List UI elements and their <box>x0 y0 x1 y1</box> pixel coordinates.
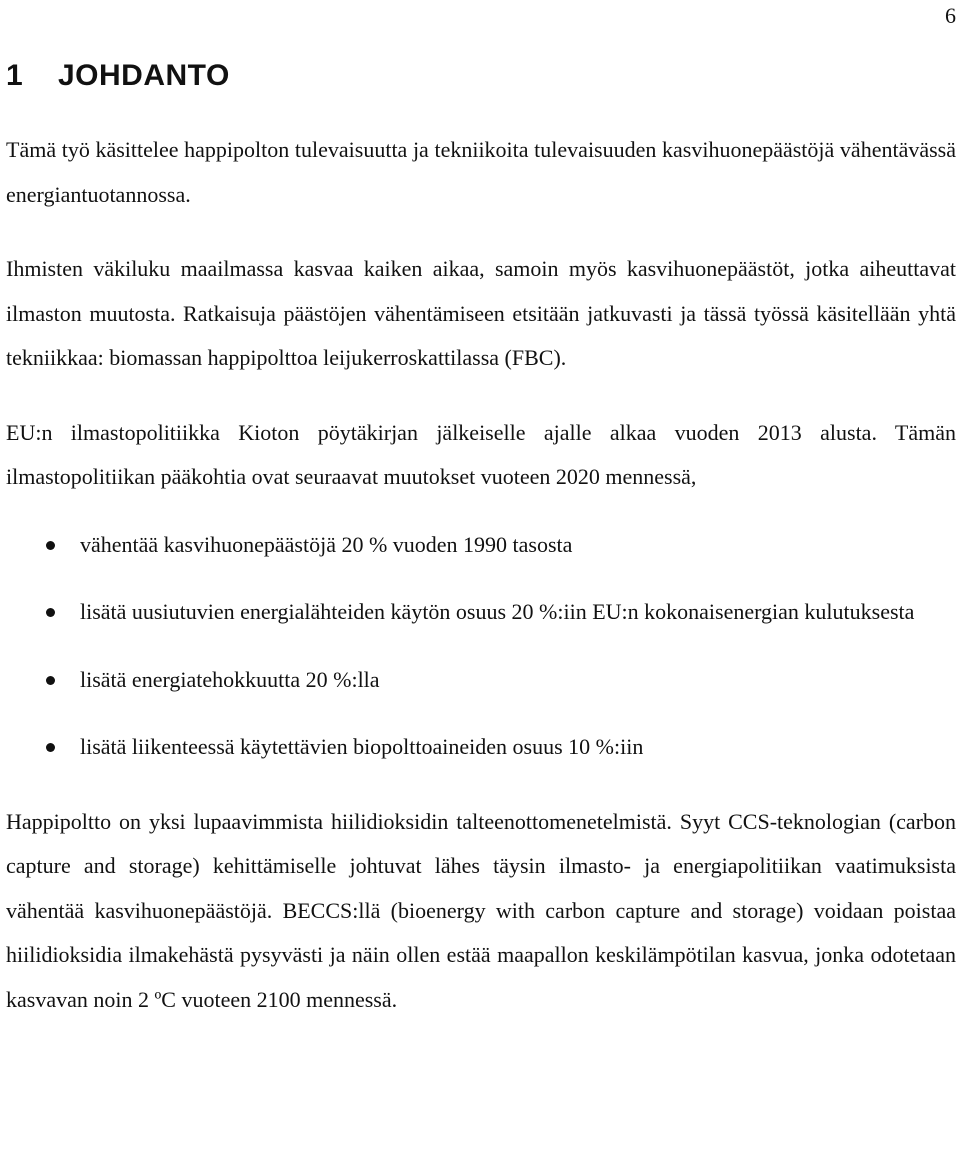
page-number: 6 <box>945 3 956 28</box>
section-heading <box>6 58 230 94</box>
list-item: lisätä uusiutuvien energialähteiden käytön osuus 20 %:iin EU:n kokonaisenergian kulutuksesta <box>6 590 956 635</box>
list-item: vähentää kasvihuonepäästöjä 20 % vuoden 1990 tasosta <box>6 523 956 568</box>
list-item: lisätä liikenteessä käytettävien biopolttoaineiden osuus 10 %:iin <box>6 725 956 770</box>
paragraph-oxyfuel: Happipoltto on yksi lupaavimmista hiilidioksidin talteenottomenetelmistä. Syyt CCS-teknologian (carbon capture and storage) kehittämiselle johtuvat lähes täysin ilmasto- ja energiapolitiikan vaatimuksista vähentää kasvihuonepäästöjä. BECCS:llä (bioenergy with carbon capture and storage) voidaan poistaa hiilidioksidia ilmakehästä pysyvästi ja näin ollen estää maapallon keskilämpötilan kasvua, jonka odotetaan kasvavan noin 2 ºC vuoteen 2100 mennessä. <box>6 808 956 1012</box>
paragraph-eu-policy: EU:n ilmastopolitiikka Kioton pöytäkirjan jälkeiselle ajalle alkaa vuoden 2013 alusta. Tämän ilmastopolitiikan pääkohtia ovat seuraavat muutokset vuoteen 2020 mennessä, <box>6 419 956 489</box>
document-body <box>6 128 956 1022</box>
paragraph-intro: Tämä työ käsittelee happipolton tulevaisuutta ja tekniikoita tulevaisuuden kasvihuonepäästöjä vähentävässä energiantuotannossa. <box>6 137 956 207</box>
paragraph-population: Ihmisten väkiluku maailmassa kasvaa kaiken aikaa, samoin myös kasvihuonepäästöt, jotka aiheuttavat ilmaston muutosta. Ratkaisuja päästöjen vähentämiseen etsitään jatkuvasti ja tässä työssä käsitellään yhtä tekniikkaa: biomassan happipolttoa leijukerroskattilassa (FBC). <box>6 256 956 370</box>
section-number: 1 <box>6 59 24 92</box>
section-title: JOHDANTO <box>58 59 230 92</box>
policy-bullet-list <box>6 523 956 770</box>
list-item: lisätä energiatehokkuutta 20 %:lla <box>6 658 956 703</box>
